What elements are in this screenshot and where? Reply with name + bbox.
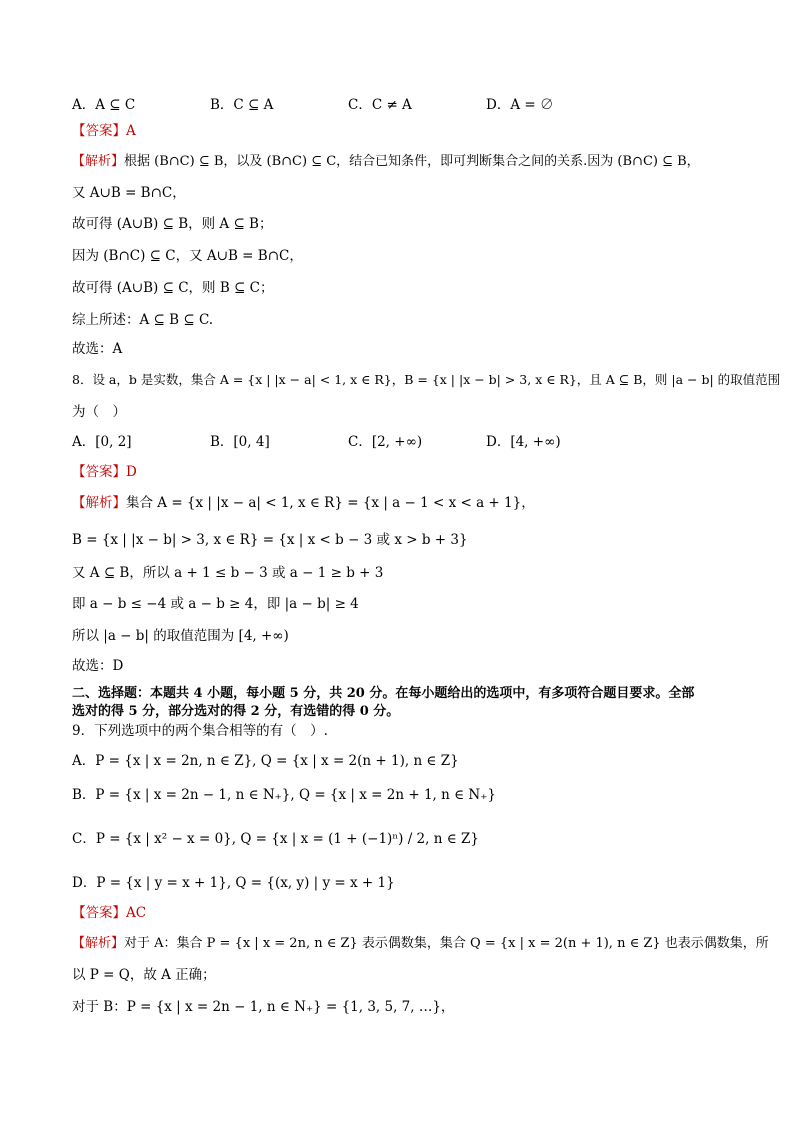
q7-option-d: D．A = ∅: [486, 97, 554, 113]
q8-option-b: B．[0, 4]: [210, 434, 270, 450]
q7-answer: [72, 122, 136, 140]
q7-analysis-line-1: 【解析】根据 (B∩C) ⊆ B，以及 (B∩C) ⊆ C，结合已知条件，即可判断集合之间的关系.因为 (B∩C) ⊆ B，: [72, 154, 700, 169]
q7-analysis-line-3: 故可得 (A∪B) ⊆ B，则 A ⊆ B；: [72, 216, 273, 232]
q8-analysis-line-6: 故选：D: [72, 658, 124, 674]
q8-stem-line-2: 为（ ）: [72, 404, 126, 420]
q9-answer: [72, 904, 146, 922]
q9-option-d: D．P = {x | y = x + 1}, Q = {(x, y) | y = x + 1}: [72, 875, 395, 891]
q8-answer: [72, 463, 137, 481]
answer-value: AC: [126, 905, 147, 921]
q7-analysis-line-2: 又 A∪B = B∩C，: [72, 185, 186, 201]
answer-tag: 【答案】: [72, 123, 126, 139]
section2-instructions-line-2: 选对的得 5 分，部分选对的得 2 分，有选错的得 0 分。: [72, 704, 400, 719]
q9-analysis-line-2: 以 P = Q，故 A 正确；: [72, 967, 216, 983]
q7-analysis-line-5: 故可得 (A∪B) ⊆ C，则 B ⊆ C；: [72, 280, 274, 296]
analysis-tag: 【解析】: [72, 936, 125, 951]
q7-option-c: C．C ≠ A: [348, 97, 412, 113]
q8-analysis-line-3: 又 A ⊆ B，所以 a + 1 ≤ b − 3 或 a − 1 ≥ b + 3: [72, 565, 384, 581]
q7-analysis-line-4: 因为 (B∩C) ⊆ C，又 A∪B = B∩C，: [72, 248, 303, 264]
q9-option-c: C．P = {x | x² − x = 0}, Q = {x | x = (1 + (−1)ⁿ) / 2, n ∈ Z}: [72, 831, 479, 847]
q7-analysis-line-6: 综上所述：A ⊆ B ⊆ C.: [72, 312, 214, 328]
q7-option-b: B．C ⊆ A: [210, 97, 274, 113]
q9-option-a: A．P = {x | x = 2n, n ∈ Z}, Q = {x | x = 2(n + 1), n ∈ Z}: [72, 753, 459, 769]
q8-analysis-line-4: 即 a − b ≤ −4 或 a − b ≥ 4，即 |a − b| ≥ 4: [72, 596, 359, 612]
analysis-tag: 【解析】: [72, 495, 126, 511]
q9-option-b: B．P = {x | x = 2n − 1, n ∈ N₊}, Q = {x | x = 2n + 1, n ∈ N₊}: [72, 787, 496, 803]
q8-analysis-line-5: 所以 |a − b| 的取值范围为 [4, +∞): [72, 628, 289, 644]
analysis-tag: 【解析】: [72, 154, 125, 169]
q8-option-d: D．[4, +∞): [486, 434, 561, 450]
answer-tag: 【答案】: [72, 905, 126, 921]
section2-instructions-line-1: 二、选择题：本题共 4 小题，每小题 5 分，共 20 分。在每小题给出的选项中，有多项符合题目要求。全部: [72, 686, 695, 701]
answer-tag: 【答案】: [72, 464, 126, 480]
answer-value: A: [126, 123, 136, 139]
q8-option-c: C．[2, +∞): [348, 434, 423, 450]
q9-stem: 9．下列选项中的两个集合相等的有（ ）.: [72, 723, 328, 739]
answer-value: D: [126, 464, 137, 480]
q9-analysis-line-3: 对于 B：P = {x | x = 2n − 1, n ∈ N₊} = {1, 3, 5, 7, …}，: [72, 999, 455, 1015]
q7-option-a: A．A ⊆ C: [72, 97, 136, 113]
q8-stem-line-1: 8．设 a，b 是实数，集合 A = {x | |x − a| < 1, x ∈ R}，B = {x | |x − b| > 3, x ∈ R}，且 A ⊆ B，则 |a − b| 的取值范围: [72, 372, 781, 387]
q8-option-a: A．[0, 2]: [72, 434, 132, 450]
q7-analysis-line-7: 故选：A: [72, 341, 123, 357]
q8-analysis-line-1: 【解析】集合 A = {x | |x − a| < 1, x ∈ R} = {x | a − 1 < x < a + 1}，: [72, 495, 535, 511]
q8-analysis-line-2: B = {x | |x − b| > 3, x ∈ R} = {x | x < b − 3 或 x > b + 3}: [72, 532, 468, 548]
q9-analysis-line-1: 【解析】对于 A：集合 P = {x | x = 2n, n ∈ Z} 表示偶数集，集合 Q = {x | x = 2(n + 1), n ∈ Z} 也表示偶数集，所: [72, 936, 769, 951]
